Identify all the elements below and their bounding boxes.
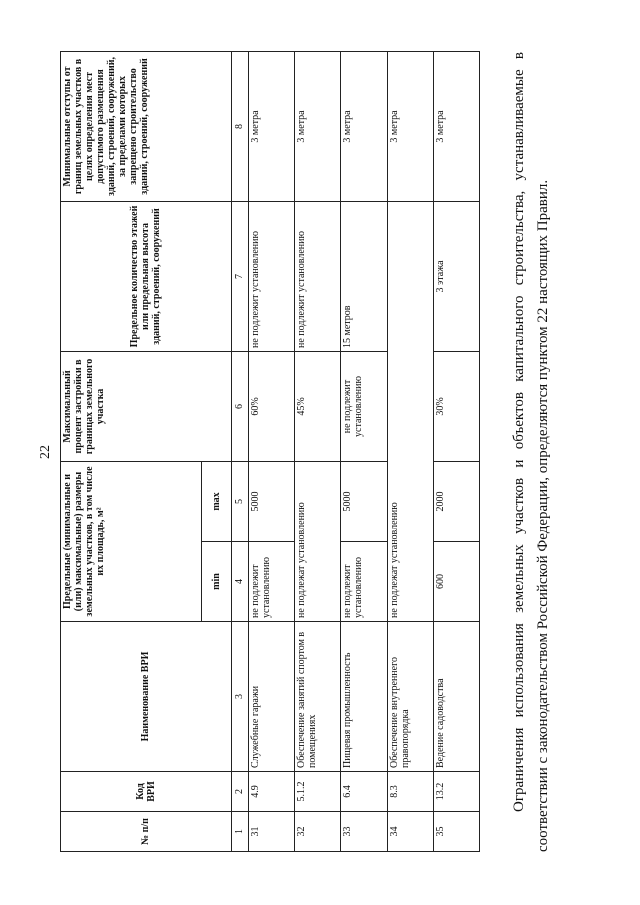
row-code: 8.3 [387, 772, 433, 812]
vri-table [60, 51, 480, 852]
header-max: max [201, 461, 231, 541]
row-min: 600 [433, 542, 479, 622]
row-name: Обеспечение внутреннего правопорядка [387, 622, 433, 772]
row-code: 4.9 [248, 772, 294, 812]
row-name: Обеспечение занятий спортом в помещениях [295, 622, 341, 772]
row-setback: 3 метра [387, 51, 433, 201]
row-num: 32 [295, 812, 341, 852]
row-build-pct: 30% [433, 351, 479, 461]
row-code: 6.4 [341, 772, 387, 812]
row-minmax: не подлежат установлению [387, 201, 433, 621]
footnote-paragraph: Ограничения использования земельных участков и объектов капитального строительства, устанавливаемые в соответствии с законодательством Российской Федерации, определяются пунктом 22 настоящих Правил. [511, 52, 551, 852]
row-name: Служебные гаражи [248, 622, 294, 772]
row-build-pct: не подлежит установлению [341, 351, 387, 461]
row-code: 13.2 [433, 772, 479, 812]
table-row [341, 51, 387, 851]
column-number-row: 1 2 3 4 5 6 7 8 [231, 51, 248, 851]
row-name: Ведение садоводства [433, 622, 479, 772]
row-name: Пищевая промышленность [341, 622, 387, 772]
table-row [387, 51, 433, 851]
page-number: 22 [38, 445, 53, 459]
row-min: не подлежит установлению [248, 542, 294, 622]
row-max: 5000 [248, 461, 294, 541]
header-min: min [201, 542, 231, 622]
header-row [61, 51, 202, 851]
row-code: 5.1.2 [295, 772, 341, 812]
row-floors: 15 метров [341, 201, 387, 351]
row-build-pct: 45% [295, 351, 341, 461]
header-code: Код ВРИ [61, 772, 232, 812]
row-num: 31 [248, 812, 294, 852]
row-setback: 3 метра [341, 51, 387, 201]
row-floors: не подлежит установлению [248, 201, 294, 351]
table-row [433, 51, 479, 851]
table-row [295, 51, 341, 851]
table-row [248, 51, 294, 851]
row-floors: 3 этажа [433, 201, 479, 351]
header-build-pct: Максимальный процент застройки в границах земельного участка [61, 351, 232, 461]
row-setback: 3 метра [248, 51, 294, 201]
header-setback: Минимальные отступы от границ земельных участков в целях определения мест допустимого размещения зданий, строений, сооружений, за пределами которых запрещено строительство зданий, строений, сооружений [61, 51, 232, 201]
header-name: Наименование ВРИ [61, 622, 232, 772]
header-floors: Предельное количество этажей или предельная высота зданий, строений, сооружений [61, 201, 232, 351]
row-max: 5000 [341, 461, 387, 541]
row-num: 34 [387, 812, 433, 852]
row-setback: 3 метра [295, 51, 341, 201]
header-num: № п/п [61, 812, 232, 852]
rotated-page-content [60, 52, 600, 852]
row-minmax: не подлежат установлению [295, 461, 341, 621]
row-num: 35 [433, 812, 479, 852]
header-sizes: Предельные (минимальные и (или) максимальные) размеры земельных участков, в том числе их площадь, м² [61, 461, 202, 621]
row-num: 33 [341, 812, 387, 852]
row-build-pct: 60% [248, 351, 294, 461]
row-max: 2000 [433, 461, 479, 541]
row-min: не подлежит установлению [341, 542, 387, 622]
row-setback: 3 метра [433, 51, 479, 201]
row-floors: не подлежит установлению [295, 201, 341, 351]
